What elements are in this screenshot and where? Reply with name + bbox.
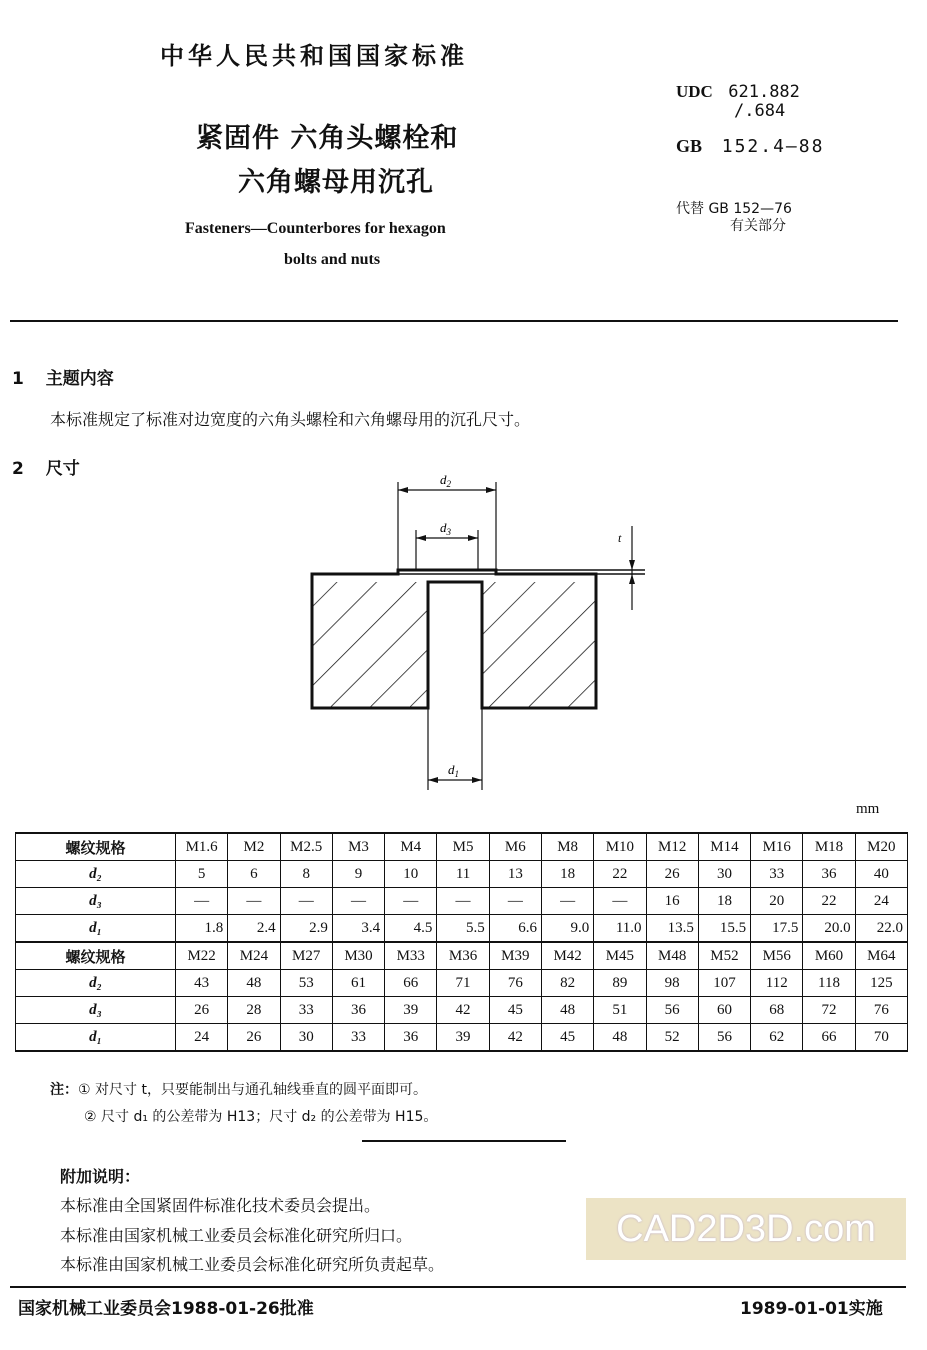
table-cell-d2: 30 — [698, 861, 750, 888]
table-cell-d3: 18 — [698, 888, 750, 915]
table-cell-d3: 68 — [751, 997, 803, 1024]
replaces-scope: 有关部分 — [730, 218, 786, 234]
table-cell-d3: 20 — [751, 888, 803, 915]
table-cell-spec: M45 — [594, 942, 646, 970]
table-cell-d3: 60 — [698, 997, 750, 1024]
table-cell-d2: 22 — [594, 861, 646, 888]
counterbore-drawing — [290, 470, 660, 800]
table-cell-d3: 48 — [541, 997, 593, 1024]
effective-date: 1989-01-01实施 — [740, 1299, 883, 1319]
row-label-d1: d₁ — [16, 915, 176, 943]
table-row — [16, 888, 908, 915]
english-title-line2: bolts and nuts — [284, 251, 381, 268]
table-cell-d2: 53 — [280, 970, 332, 997]
table-cell-d1: 39 — [437, 1024, 489, 1052]
table-cell-d3: 22 — [803, 888, 855, 915]
table-cell-d2: 82 — [541, 970, 593, 997]
table-cell-spec: M1.6 — [176, 833, 228, 861]
table-cell-spec: M12 — [646, 833, 698, 861]
table-cell-d2: 5 — [176, 861, 228, 888]
table-cell-d3: 33 — [280, 997, 332, 1024]
additional-line2: 本标准由国家机械工业委员会标准化研究所归口。 — [60, 1226, 413, 1245]
gb-number: 152.4—88 — [721, 136, 825, 157]
additional-line1: 本标准由全国紧固件标准化技术委员会提出。 — [60, 1196, 381, 1215]
table-row — [16, 833, 908, 861]
section1-body: 本标准规定了标准对边宽度的六角头螺栓和六角螺母用的沉孔尺寸。 — [50, 410, 531, 429]
table-cell-d1: 15.5 — [698, 915, 750, 943]
table-cell-spec: M56 — [751, 942, 803, 970]
section2-title: 尺寸 — [45, 459, 80, 479]
table-cell-d3: 51 — [594, 997, 646, 1024]
additional-title: 附加说明： — [60, 1167, 141, 1186]
table-cell-d3: 72 — [803, 997, 855, 1024]
d2-label: $d_2$ — [440, 472, 451, 489]
table-cell-d2: 118 — [803, 970, 855, 997]
table-cell-d2: 18 — [541, 861, 593, 888]
table-cell-spec: M36 — [437, 942, 489, 970]
table-cell-d3: — — [228, 888, 280, 915]
table-cell-d3: — — [489, 888, 541, 915]
table-cell-d1: 45 — [541, 1024, 593, 1052]
additional-line3: 本标准由国家机械工业委员会标准化研究所负责起草。 — [60, 1255, 445, 1274]
table-cell-d2: 33 — [751, 861, 803, 888]
table-cell-d2: 40 — [855, 861, 907, 888]
table-row — [16, 970, 908, 997]
table-row — [16, 942, 908, 970]
left-section-hatch — [312, 582, 428, 708]
notes-prefix: 注： — [50, 1082, 78, 1098]
section1-number: 1 — [12, 369, 24, 389]
table-cell-d3: — — [385, 888, 437, 915]
table-cell-d1: 4.5 — [385, 915, 437, 943]
table-cell-d1: 6.6 — [489, 915, 541, 943]
table-cell-d2: 61 — [332, 970, 384, 997]
table-cell-d3: 16 — [646, 888, 698, 915]
table-cell-d2: 98 — [646, 970, 698, 997]
udc-code — [676, 82, 800, 102]
table-cell-d2: 89 — [594, 970, 646, 997]
table-cell-d1: 17.5 — [751, 915, 803, 943]
table-cell-spec: M27 — [280, 942, 332, 970]
table-cell-d1: 52 — [646, 1024, 698, 1052]
table-cell-d2: 36 — [803, 861, 855, 888]
table-cell-spec: M42 — [541, 942, 593, 970]
table-cell-d3: 45 — [489, 997, 541, 1024]
table-cell-d1: 33 — [332, 1024, 384, 1052]
table-cell-spec: M33 — [385, 942, 437, 970]
note-2: ② 尺寸 d₁ 的公差带为 H13；尺寸 d₂ 的公差带为 H15。 — [84, 1109, 438, 1125]
section1-title: 主题内容 — [45, 369, 114, 389]
table-cell-spec: M4 — [385, 833, 437, 861]
table-cell-d3: 76 — [855, 997, 907, 1024]
table-cell-d1: 62 — [751, 1024, 803, 1052]
national-standard-title: 中华人民共和国国家标准 — [160, 42, 468, 70]
table-cell-d1: 48 — [594, 1024, 646, 1052]
table-cell-spec: M3 — [332, 833, 384, 861]
document-title-line1: 紧固件 六角头螺栓和 — [196, 123, 459, 154]
watermark-logo: CAD2D3D.com — [586, 1198, 906, 1260]
table-cell-spec: M8 — [541, 833, 593, 861]
table-cell-d2: 11 — [437, 861, 489, 888]
table-cell-d2: 112 — [751, 970, 803, 997]
table-cell-d1: 13.5 — [646, 915, 698, 943]
table-cell-d1: 36 — [385, 1024, 437, 1052]
table-row — [16, 861, 908, 888]
table-cell-d2: 13 — [489, 861, 541, 888]
table-cell-d3: 56 — [646, 997, 698, 1024]
table-cell-d1: 30 — [280, 1024, 332, 1052]
section2-number: 2 — [12, 459, 24, 479]
table-cell-spec: M64 — [855, 942, 907, 970]
table-cell-spec: M48 — [646, 942, 698, 970]
section1-heading — [12, 364, 114, 389]
udc-value2: /.684 — [734, 101, 786, 121]
table-cell-d3: — — [437, 888, 489, 915]
gb-code — [676, 136, 824, 157]
table-cell-d1: 26 — [228, 1024, 280, 1052]
table-cell-spec: M10 — [594, 833, 646, 861]
table-cell-d2: 8 — [280, 861, 332, 888]
replaces-standard: 代替 GB 152—76 — [676, 201, 792, 217]
table-cell-d2: 76 — [489, 970, 541, 997]
table-cell-d1: 9.0 — [541, 915, 593, 943]
table-cell-spec: M39 — [489, 942, 541, 970]
table-row — [16, 1024, 908, 1052]
row-label-d2: d₂ — [16, 970, 176, 997]
table-cell-d2: 10 — [385, 861, 437, 888]
row-label-spec: 螺纹规格 — [16, 942, 176, 970]
table-cell-d1: 1.8 — [176, 915, 228, 943]
table-cell-spec: M6 — [489, 833, 541, 861]
table-cell-d1: 2.4 — [228, 915, 280, 943]
table-cell-spec: M52 — [698, 942, 750, 970]
table-cell-d2: 6 — [228, 861, 280, 888]
footer-divider — [10, 1286, 906, 1288]
approval-date: 国家机械工业委员会1988-01-26批准 — [18, 1299, 314, 1319]
table-cell-d3: — — [541, 888, 593, 915]
table-cell-d3: — — [332, 888, 384, 915]
table-cell-d3: 28 — [228, 997, 280, 1024]
table-cell-spec: M5 — [437, 833, 489, 861]
table-cell-spec: M24 — [228, 942, 280, 970]
table-cell-d1: 2.9 — [280, 915, 332, 943]
table-cell-d1: 5.5 — [437, 915, 489, 943]
table-cell-d2: 48 — [228, 970, 280, 997]
table-row — [16, 997, 908, 1024]
notes-divider — [362, 1140, 566, 1142]
row-label-d2: d₂ — [16, 861, 176, 888]
table-cell-spec: M30 — [332, 942, 384, 970]
udc-value1: 621.882 — [728, 82, 800, 102]
header-divider — [10, 320, 898, 322]
t-label: t — [618, 531, 622, 545]
table-cell-spec: M2 — [228, 833, 280, 861]
table-cell-d2: 125 — [855, 970, 907, 997]
table-cell-d1: 42 — [489, 1024, 541, 1052]
table-cell-d1: 56 — [698, 1024, 750, 1052]
d1-label: $d_1$ — [448, 762, 459, 779]
gb-label: GB — [676, 136, 703, 156]
table-cell-d1: 70 — [855, 1024, 907, 1052]
table-cell-spec: M2.5 — [280, 833, 332, 861]
table-unit: mm — [856, 801, 880, 817]
table-cell-spec: M60 — [803, 942, 855, 970]
section2-heading — [12, 454, 80, 479]
table-cell-d1: 22.0 — [855, 915, 907, 943]
document-title-line2: 六角螺母用沉孔 — [238, 167, 434, 198]
row-label-spec: 螺纹规格 — [16, 833, 176, 861]
notes-block — [50, 1079, 427, 1099]
table-cell-d2: 43 — [176, 970, 228, 997]
table-cell-d2: 107 — [698, 970, 750, 997]
table-cell-d1: 11.0 — [594, 915, 646, 943]
row-label-d3: d₃ — [16, 888, 176, 915]
table-cell-d3: 36 — [332, 997, 384, 1024]
table-cell-d1: 66 — [803, 1024, 855, 1052]
table-cell-spec: M16 — [751, 833, 803, 861]
row-label-d1: d₁ — [16, 1024, 176, 1052]
table-cell-spec: M18 — [803, 833, 855, 861]
table-cell-spec: M20 — [855, 833, 907, 861]
table-cell-d3: 26 — [176, 997, 228, 1024]
table-cell-d2: 66 — [385, 970, 437, 997]
counterbore-dimension-table — [15, 832, 908, 1052]
udc-label: UDC — [676, 82, 713, 101]
table-cell-d3: — — [280, 888, 332, 915]
table-cell-d3: 42 — [437, 997, 489, 1024]
right-section-hatch — [482, 582, 596, 708]
note-1: ① 对尺寸 t，只要能制出与通孔轴线垂直的圆平面即可。 — [78, 1082, 427, 1098]
table-cell-spec: M14 — [698, 833, 750, 861]
table-cell-d3: 24 — [855, 888, 907, 915]
table-cell-d3: 39 — [385, 997, 437, 1024]
table-cell-d2: 26 — [646, 861, 698, 888]
d3-label: $d_3$ — [440, 520, 451, 537]
table-cell-d3: — — [594, 888, 646, 915]
table-cell-d2: 9 — [332, 861, 384, 888]
table-cell-spec: M22 — [176, 942, 228, 970]
table-cell-d1: 20.0 — [803, 915, 855, 943]
table-cell-d3: — — [176, 888, 228, 915]
table-cell-d1: 3.4 — [332, 915, 384, 943]
row-label-d3: d₃ — [16, 997, 176, 1024]
table-row — [16, 915, 908, 943]
english-title-line1: Fasteners—Counterbores for hexagon — [185, 220, 446, 237]
table-body — [16, 833, 908, 1051]
table-cell-d1: 24 — [176, 1024, 228, 1052]
table-cell-d2: 71 — [437, 970, 489, 997]
